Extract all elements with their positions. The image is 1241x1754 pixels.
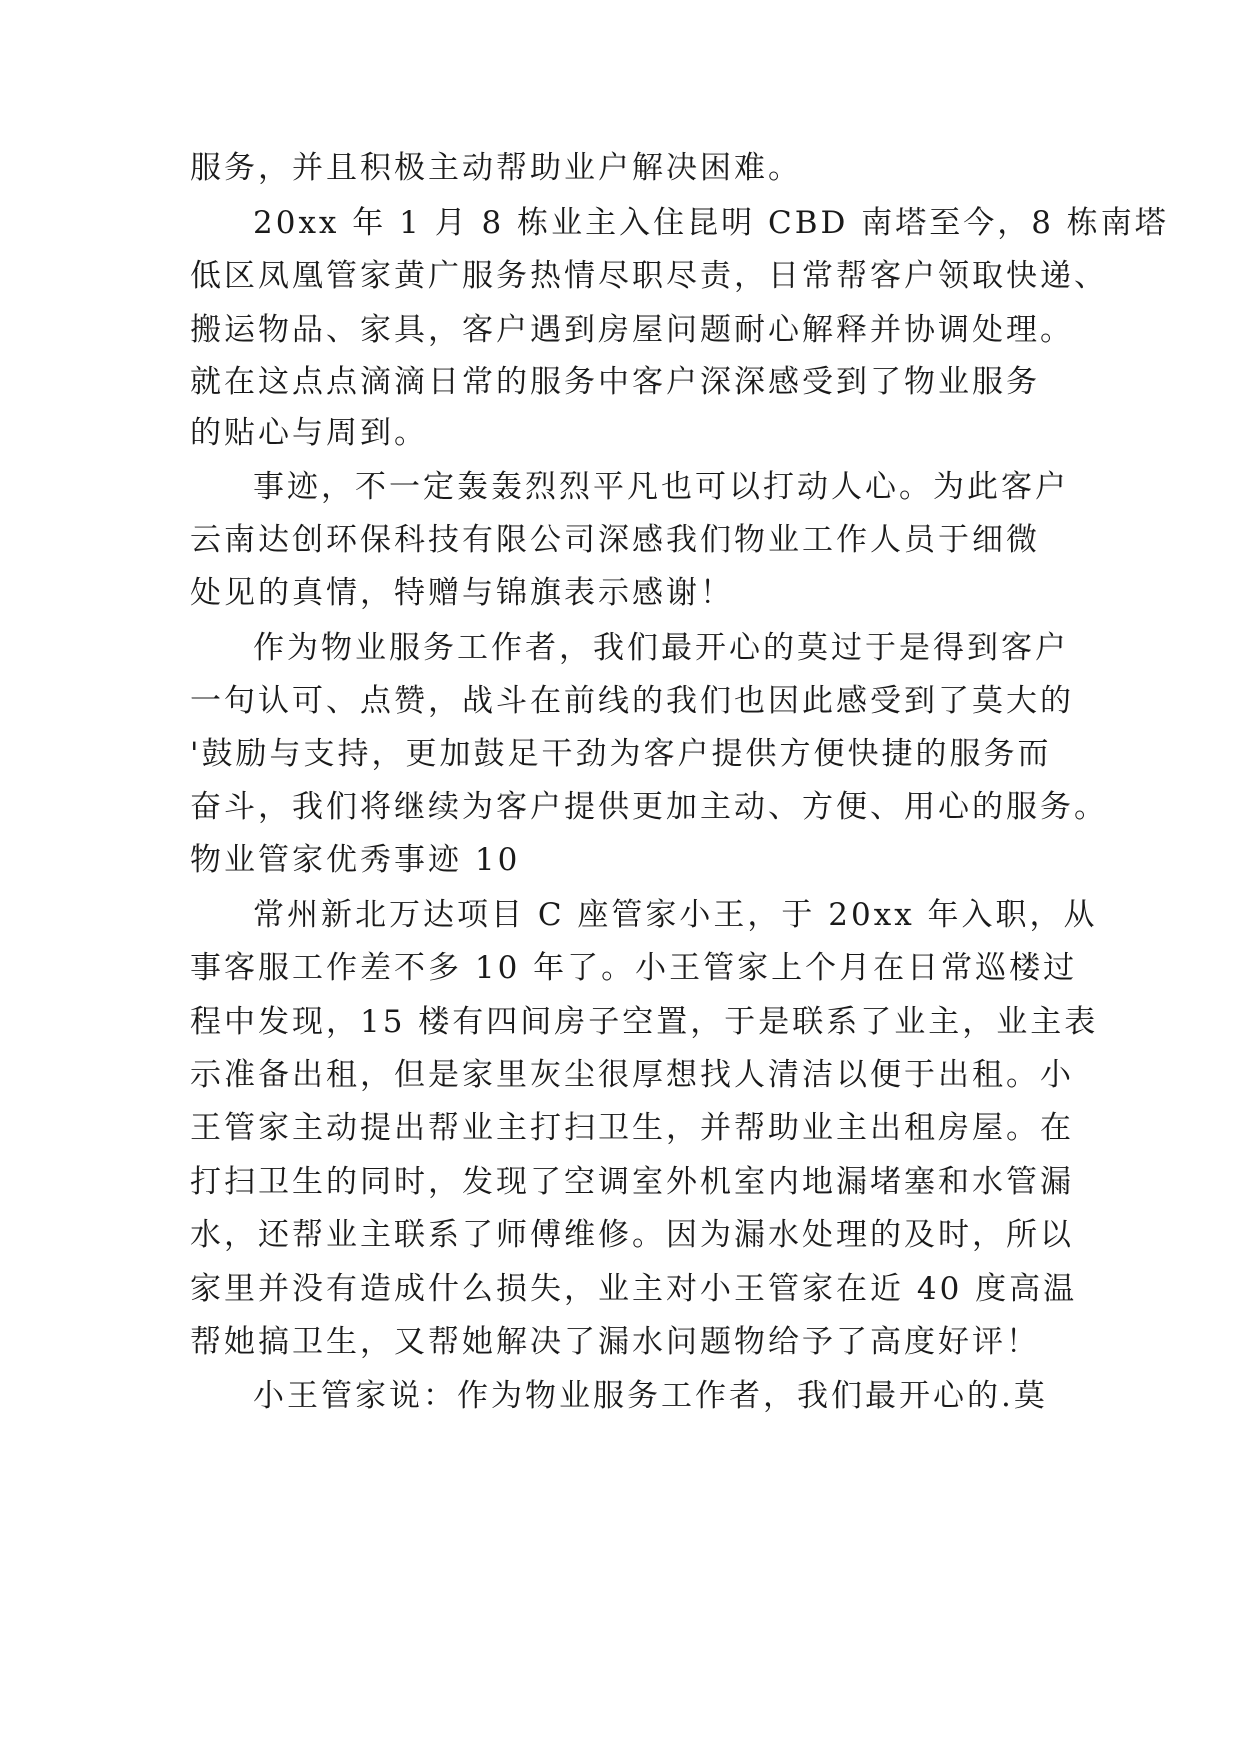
text-line: 示准备出租，但是家里灰尘很厚想找人清洁以便于出租。小 <box>190 1057 1074 1093</box>
text-line: 水，还帮业主联系了师傅维修。因为漏水处理的及时，所以 <box>190 1217 1074 1253</box>
text-line: 就在这点点滴滴日常的服务中客户深深感受到了物业服务 <box>190 364 1040 400</box>
paragraph-first-line: 20xx 年 1 月 8 栋业主入住昆明 CBD 南塔至今，8 栋南塔 <box>253 205 1169 241</box>
text-line: '鼓励与支持，更加鼓足干劲为客户提供方便快捷的服务而 <box>190 736 1052 772</box>
section-heading: 物业管家优秀事迹 10 <box>190 842 521 878</box>
text-line: 打扫卫生的同时，发现了空调室外机室内地漏堵塞和水管漏 <box>190 1164 1074 1200</box>
text-line: 云南达创环保科技有限公司深感我们物业工作人员于细微 <box>190 522 1040 558</box>
text-line: 家里并没有造成什么损失，业主对小王管家在近 40 度高温 <box>190 1271 1078 1307</box>
text-line: 帮她搞卫生，又帮她解决了漏水问题物给予了高度好评！ <box>190 1324 1040 1360</box>
paragraph-first-line: 小王管家说：作为物业服务工作者，我们最开心的.莫 <box>253 1378 1048 1414</box>
text-line: 的贴心与周到。 <box>190 415 428 451</box>
text-line: 处见的真情，特赠与锦旗表示感谢！ <box>190 575 734 611</box>
text-line: 程中发现，15 楼有四间房子空置，于是联系了业主，业主表 <box>190 1004 1099 1040</box>
text-line: 奋斗，我们将继续为客户提供更加主动、方便、用心的服务。 <box>190 789 1108 825</box>
text-line: 服务，并且积极主动帮助业户解决困难。 <box>190 150 802 186</box>
text-line: 王管家主动提出帮业主打扫卫生，并帮助业主出租房屋。在 <box>190 1110 1074 1146</box>
text-line: 事客服工作差不多 10 年了。小王管家上个月在日常巡楼过 <box>190 950 1078 986</box>
text-line: 搬运物品、家具，客户遇到房屋问题耐心解释并协调处理。 <box>190 312 1074 348</box>
paragraph-first-line: 常州新北万达项目 C 座管家小王，于 20xx 年入职，从 <box>253 897 1098 933</box>
text-line: 一句认可、点赞，战斗在前线的我们也因此感受到了莫大的 <box>190 683 1074 719</box>
paragraph-first-line: 事迹，不一定轰轰烈烈平凡也可以打动人心。为此客户 <box>253 469 1069 505</box>
paragraph-first-line: 作为物业服务工作者，我们最开心的莫过于是得到客户 <box>253 630 1069 666</box>
text-line: 低区凤凰管家黄广服务热情尽职尽责，日常帮客户领取快递、 <box>190 258 1108 294</box>
